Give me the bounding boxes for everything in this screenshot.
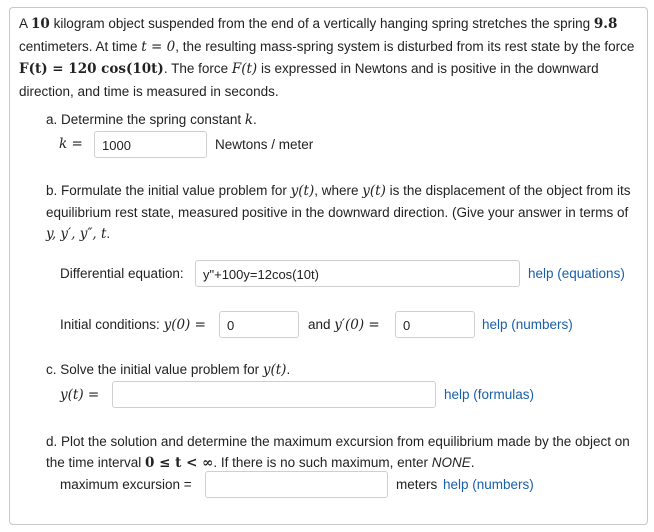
yprime0-input[interactable]: 0: [395, 311, 475, 338]
help-numbers-link-d[interactable]: help (numbers): [443, 477, 534, 492]
diffeq-input[interactable]: y"+100y=12cos(10t): [195, 260, 520, 287]
stretch-value: 9.8: [593, 16, 618, 32]
part-c-prompt: c. Solve the initial value problem for y(t).: [46, 362, 291, 378]
yprime0-label: and y′(0) =: [308, 317, 380, 333]
force-equation: F(t) = 120 cos(10t): [19, 61, 164, 77]
help-numbers-link-b[interactable]: help (numbers): [482, 317, 573, 332]
part-a-prompt: a. Determine the spring constant k.: [46, 112, 257, 128]
max-excursion-label: maximum excursion =: [60, 477, 192, 492]
spring-constant-input[interactable]: 1000: [94, 131, 207, 158]
k-unit: Newtons / meter: [215, 137, 314, 152]
solution-input[interactable]: [112, 381, 436, 408]
part-d-prompt: d. Plot the solution and determine the maximum excursion from equilibrium made by the object on the time interval 0 ≤ t < ∞. If there is no such maximum, enter NONE.: [46, 434, 630, 471]
diffeq-label: Differential equation:: [60, 266, 184, 281]
y0-input[interactable]: 0: [219, 311, 299, 338]
max-excursion-unit: meters: [396, 477, 438, 492]
problem-statement: A 10 kilogram object suspended from the end of a vertically hanging spring stretches the spring 9.8 centimeters. At time t = 0, the resulting mass-spring system is disturbed from its rest state by the force F(t) = 120 cos(10t). The force F(t) is expressed in Newtons and is positive in the downward direction, and time is measured in seconds.: [19, 16, 635, 99]
mass-value: 10: [31, 16, 50, 32]
time-zero: t = 0: [141, 38, 176, 55]
k-label: k =: [59, 136, 83, 152]
max-excursion-input[interactable]: [205, 471, 388, 498]
part-b-prompt: b. Formulate the initial value problem for y(t), where y(t) is the displacement of the object from its equilibrium rest state, measured positive in the downward direction. (Give your answer in terms of y, y′, y″, t.: [46, 183, 631, 242]
help-formulas-link[interactable]: help (formulas): [444, 387, 535, 402]
initial-conditions-label: Initial conditions: y(0) =: [60, 317, 206, 333]
help-equations-link[interactable]: help (equations): [528, 266, 625, 281]
yt-label: y(t) =: [60, 387, 100, 403]
